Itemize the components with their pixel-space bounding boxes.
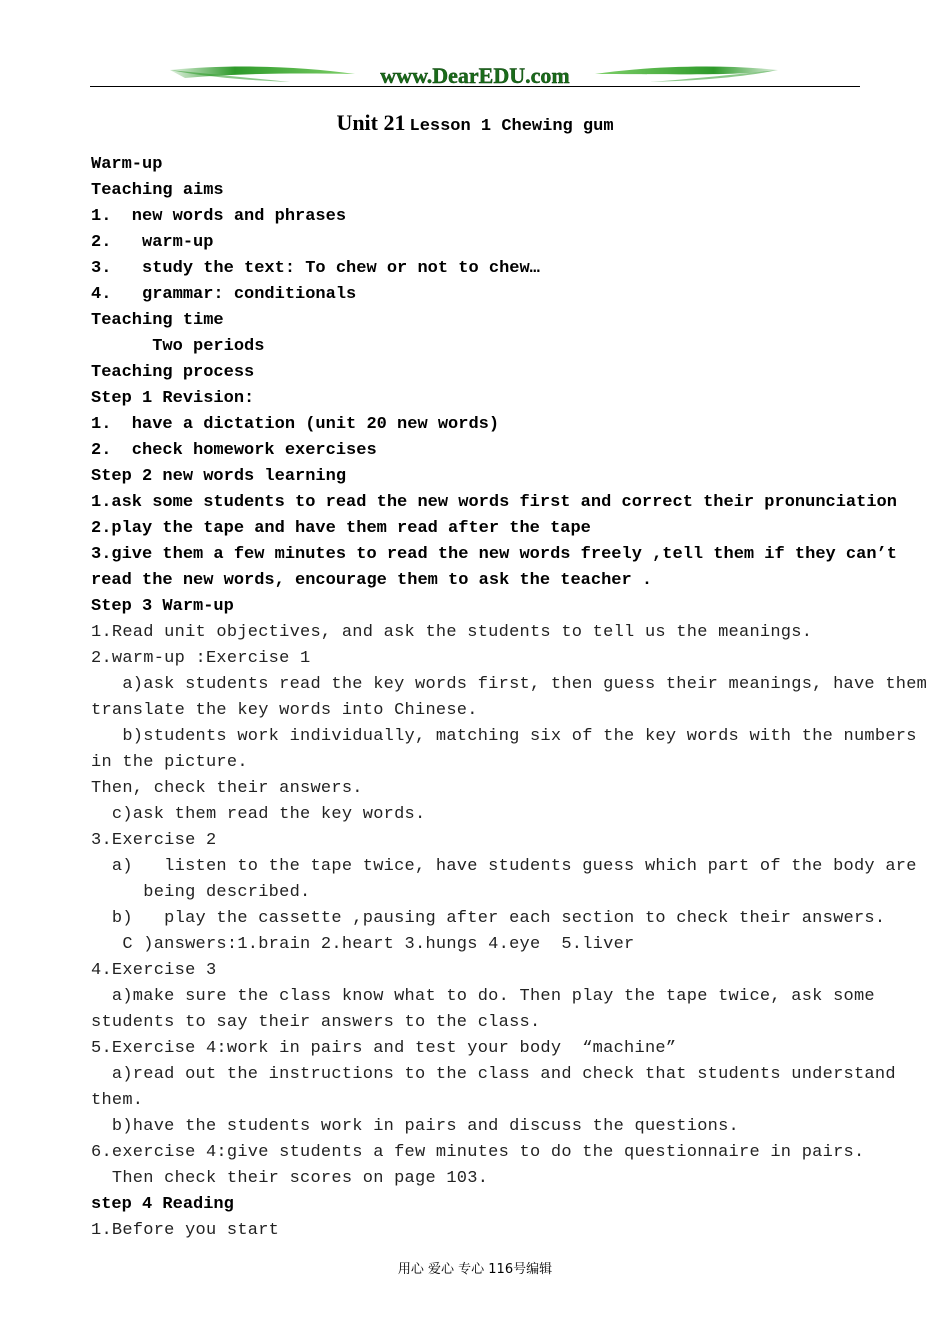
teaching-time-value: Two periods bbox=[91, 337, 265, 356]
step-4-item-1: 1.Before you start bbox=[91, 1221, 280, 1240]
unit-title: Unit 21 bbox=[336, 110, 406, 135]
page-footer: 用心 爱心 专心 116号编辑 bbox=[397, 1262, 553, 1277]
header-rule bbox=[90, 86, 860, 87]
exercise-3-a-cont: students to say their answers to the class. bbox=[91, 1013, 541, 1032]
step-1-item-2: 2. check homework exercises bbox=[91, 441, 377, 460]
step-2-item-2: 2.play the tape and have them read after the tape bbox=[91, 519, 591, 538]
left-swoosh-shape bbox=[170, 67, 355, 78]
step-3-item-2: 2.warm-up :Exercise 1 bbox=[91, 649, 311, 668]
exercise-2-c: C )answers:1.brain 2.heart 3.hungs 4.eye 5.liver bbox=[91, 935, 635, 954]
heading-teaching-aims: Teaching aims bbox=[91, 181, 224, 200]
aims-item-3: 3. study the text: To chew or not to chew… bbox=[91, 259, 540, 278]
exercise-1-b-cont: in the picture. bbox=[91, 753, 248, 772]
step-3-item-6-cont: Then check their scores on page 103. bbox=[91, 1169, 489, 1188]
exercise-2-a: a) listen to the tape twice, have students guess which part of the body are bbox=[91, 857, 917, 876]
step-4-heading: step 4 Reading bbox=[91, 1195, 234, 1214]
site-logo-text: www.DearEDU.com bbox=[380, 63, 570, 88]
step-3-item-6: 6.exercise 4:give students a few minutes to do the questionnaire in pairs. bbox=[91, 1143, 865, 1162]
aims-item-2: 2. warm-up bbox=[91, 233, 214, 252]
step-2-heading: Step 2 new words learning bbox=[91, 467, 347, 486]
heading-teaching-time: Teaching time bbox=[91, 311, 224, 330]
aims-item-1: 1. new words and phrases bbox=[91, 207, 347, 226]
step-1-item-1: 1. have a dictation (unit 20 new words) bbox=[91, 415, 500, 434]
step-1-heading: Step 1 Revision: bbox=[91, 389, 255, 408]
exercise-1-b: b)students work individually, matching six of the key words with the numbers bbox=[91, 727, 917, 746]
heading-warm-up: Warm-up bbox=[91, 155, 163, 174]
step-2-item-1: 1.ask some students to read the new words first and correct their pronunciation bbox=[91, 493, 897, 512]
exercise-2-b: b) play the cassette ,pausing after each section to check their answers. bbox=[91, 909, 886, 928]
exercise-4-a-cont: them. bbox=[91, 1091, 144, 1110]
lesson-title: Lesson 1 Chewing gum bbox=[409, 117, 614, 136]
exercise-1-c: c)ask them read the key words. bbox=[91, 805, 426, 824]
exercise-1-a: a)ask students read the key words first, then guess their meanings, have them bbox=[91, 675, 928, 694]
exercise-1-b-check: Then, check their answers. bbox=[91, 779, 363, 798]
exercise-1-a-cont: translate the key words into Chinese. bbox=[91, 701, 478, 720]
step-3-item-3: 3.Exercise 2 bbox=[91, 831, 217, 850]
step-2-item-3-cont: read the new words, encourage them to ask the teacher . bbox=[91, 571, 653, 590]
step-3-item-5: 5.Exercise 4:work in pairs and test your body “machine” bbox=[91, 1039, 677, 1058]
exercise-4-b: b)have the students work in pairs and discuss the questions. bbox=[91, 1117, 740, 1136]
step-3-item-1: 1.Read unit objectives, and ask the students to tell us the meanings. bbox=[91, 623, 813, 642]
step-3-heading: Step 3 Warm-up bbox=[91, 597, 234, 616]
document-title bbox=[0, 110, 950, 136]
step-2-item-3: 3.give them a few minutes to read the new words freely ,tell them if they can’t bbox=[91, 545, 897, 564]
exercise-4-a: a)read out the instructions to the class and check that students understand bbox=[91, 1065, 896, 1084]
exercise-2-a-cont: being described. bbox=[91, 883, 311, 902]
lesson-plan-body bbox=[91, 152, 928, 1244]
step-3-item-4: 4.Exercise 3 bbox=[91, 961, 217, 980]
exercise-3-a: a)make sure the class know what to do. Then play the tape twice, ask some bbox=[91, 987, 875, 1006]
heading-teaching-process: Teaching process bbox=[91, 363, 255, 382]
aims-item-4: 4. grammar: conditionals bbox=[91, 285, 357, 304]
